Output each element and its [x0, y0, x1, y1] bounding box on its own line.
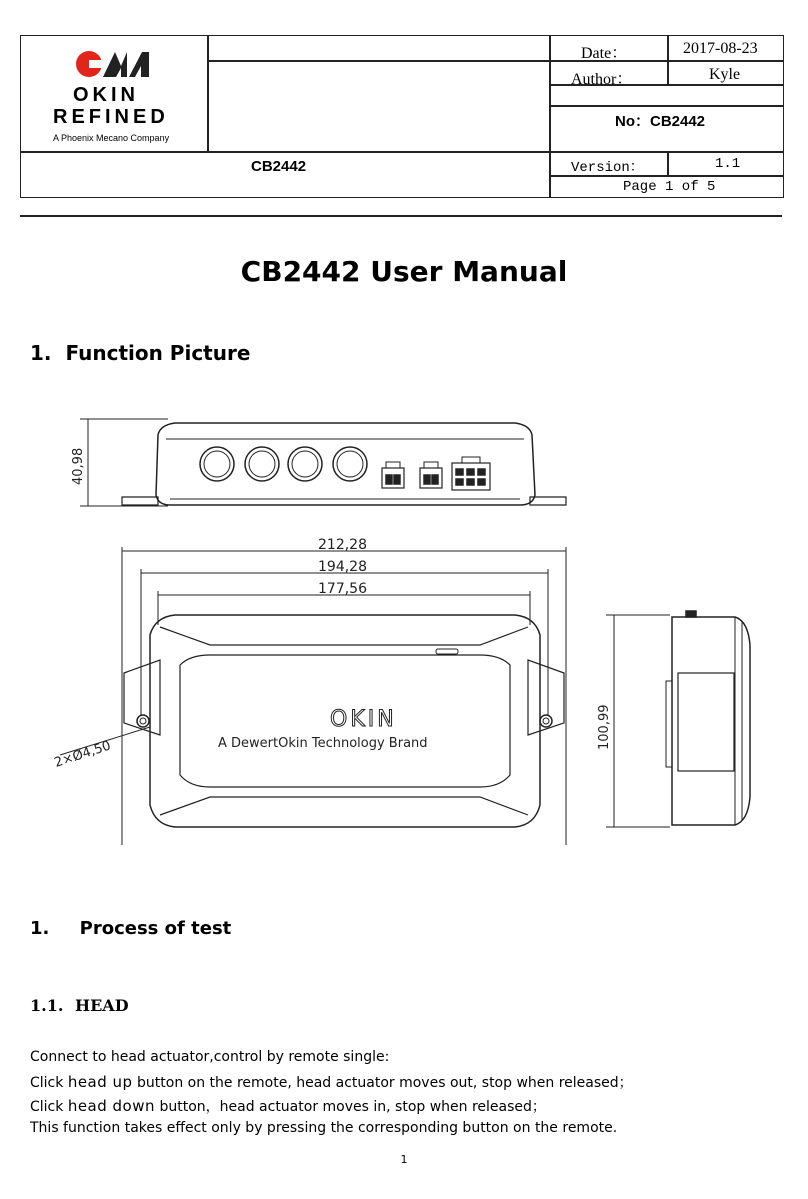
- dimension-lines: [122, 537, 566, 845]
- line-suffix: button on the remote, head actuator moves out, stop when released；: [132, 1075, 633, 1091]
- author-label: Author：: [571, 71, 633, 88]
- function-picture-drawing: [0, 405, 808, 845]
- subsection-title: HEAD: [74, 996, 129, 1015]
- subsection-number: 1.1.: [30, 996, 64, 1015]
- port-circle-2: [245, 447, 279, 481]
- logo-okin-text: OKIN: [73, 84, 139, 106]
- side-height-dimension: 100,99: [597, 704, 612, 750]
- keyword-head-down: head down: [67, 1097, 156, 1115]
- connector-6pin: [452, 463, 490, 490]
- document-header: [20, 35, 784, 198]
- instruction-line-2: [30, 1072, 633, 1092]
- date-label: Date：: [581, 45, 628, 62]
- author-value: Kyle: [709, 66, 741, 83]
- document-number: No：CB2442: [615, 113, 706, 130]
- section-title: Process of test: [79, 918, 232, 939]
- product-brand-sub: A DewertOkin Technology Brand: [218, 736, 428, 751]
- mounting-hole-right: [540, 715, 552, 727]
- hole-dimension: 2×Ø4,50: [52, 738, 113, 771]
- section-number: 1.: [30, 918, 50, 939]
- port-circle-1: [200, 447, 234, 481]
- instruction-line-3: [30, 1096, 546, 1116]
- page-title: CB2442 User Manual: [240, 255, 568, 288]
- model-name: CB2442: [251, 158, 307, 175]
- section-process-of-test: [30, 918, 231, 939]
- dimension-mid: 194,28: [318, 559, 367, 575]
- section-function-picture: [30, 341, 250, 365]
- port-circle-3: [288, 447, 322, 481]
- header-rule: [20, 215, 782, 217]
- instruction-line-4: This function takes effect only by pressing the corresponding button on the remote.: [30, 1120, 618, 1136]
- front-view: [71, 419, 566, 506]
- port-circle-4: [333, 447, 367, 481]
- mounting-hole-left: [137, 715, 149, 727]
- dimension-outer: 212,28: [318, 537, 367, 553]
- line-suffix: button，head actuator moves in, stop when released；: [155, 1099, 546, 1115]
- section-title: Function Picture: [65, 341, 251, 365]
- date-value: 2017-08-23: [683, 40, 758, 57]
- page-number: 1: [400, 1153, 408, 1166]
- page-indicator: Page 1 of 5: [623, 179, 716, 195]
- company-logo: [21, 36, 207, 151]
- line-prefix: Click: [30, 1075, 68, 1091]
- subsection-head: [30, 996, 129, 1015]
- section-number: 1.: [30, 341, 52, 365]
- instruction-line-1: Connect to head actuator,control by remote single:: [30, 1049, 390, 1065]
- version-label: Version：: [571, 160, 644, 176]
- height-dimension: 40,98: [71, 447, 86, 485]
- dimension-inner: 177,56: [318, 581, 367, 597]
- product-brand: OKIN: [330, 707, 397, 732]
- line-prefix: Click: [30, 1099, 68, 1115]
- keyword-head-up: head up: [67, 1073, 133, 1091]
- logo-refined-text: REFINED: [53, 106, 169, 128]
- side-view: [597, 611, 750, 827]
- logo-subtitle: A Phoenix Mecano Company: [53, 133, 170, 143]
- version-value: 1.1: [715, 156, 741, 172]
- top-view: [53, 615, 564, 827]
